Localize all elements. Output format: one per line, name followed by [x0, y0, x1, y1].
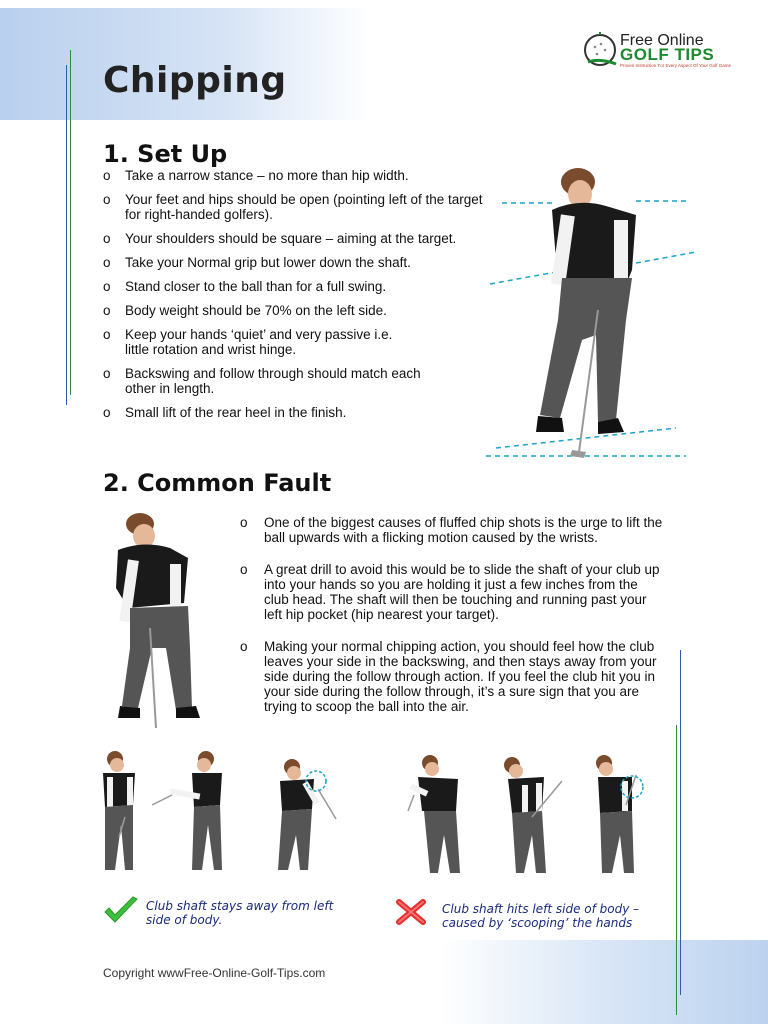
rule-blue-right [680, 650, 681, 995]
setup-item: o Take a narrow stance – no more than hip width. [103, 168, 488, 183]
correct-sequence-photos [95, 745, 350, 890]
golf-ball-logo-icon [582, 32, 618, 68]
setup-item: o Your shoulders should be square – aiming at the target. [103, 231, 488, 246]
caption-correct: Club shaft stays away from left side of body. [146, 899, 334, 927]
setup-photo [486, 160, 702, 470]
setup-item: o Your feet and hips should be open (pointing left of the target for right-handed golfers). [103, 192, 488, 222]
page-title: Chipping [103, 60, 287, 101]
logo-line2: GOLF TIPS [620, 45, 715, 64]
site-logo[interactable] [580, 30, 740, 72]
fault-heading: 2. Common Fault [103, 469, 332, 497]
setup-item: o Backswing and follow through should match each other in length. [103, 366, 455, 396]
setup-list [103, 168, 488, 429]
caption-wrong: Club shaft hits left side of body – caused by ‘scooping’ the hands [442, 902, 640, 930]
setup-item: o Stand closer to the ball than for a full swing. [103, 279, 488, 294]
cross-icon [395, 898, 427, 926]
setup-item: o Small lift of the rear heel in the finish. [103, 405, 488, 420]
logo-tagline: Proven Instruction For Every Aspect Of Your Golf Game [620, 63, 732, 68]
footer-band [440, 940, 768, 1024]
setup-item: o Body weight should be 70% on the left side. [103, 303, 488, 318]
rule-blue-left [66, 65, 67, 405]
setup-item: o Keep your hands ‘quiet’ and very passive i.e. little rotation and wrist hinge. [103, 327, 415, 357]
fault-item: o A great drill to avoid this would be to slide the shaft of your club up into your hands so you are holding it just a few inches from the club head. The shaft will then be touching and running past your left hip pocket (hip nearest your target). [240, 562, 665, 622]
copyright-text: Copyright wwwFree-Online-Golf-Tips.com [103, 966, 326, 980]
rule-green-left [70, 50, 71, 395]
wrong-sequence-photos [392, 745, 667, 890]
setup-heading: 1. Set Up [103, 140, 228, 168]
check-icon [103, 896, 139, 924]
fault-item: o Making your normal chipping action, you should feel how the club leaves your side in the backswing, and then stays away from your side during the follow through action. If you feel the club hit you in your side during the follow through, it’s a sure sign that you are trying to scoop the ball into the air. [240, 639, 665, 714]
fault-item: o One of the biggest causes of fluffed chip shots is the urge to lift the ball upwards with a flicking motion caused by the wrists. [240, 515, 665, 545]
rule-green-right [676, 725, 677, 1015]
setup-item: o Take your Normal grip but lower down the shaft. [103, 255, 488, 270]
logo-line1: Free Online [620, 32, 704, 49]
fault-list [240, 515, 665, 731]
fault-photo [100, 508, 232, 733]
